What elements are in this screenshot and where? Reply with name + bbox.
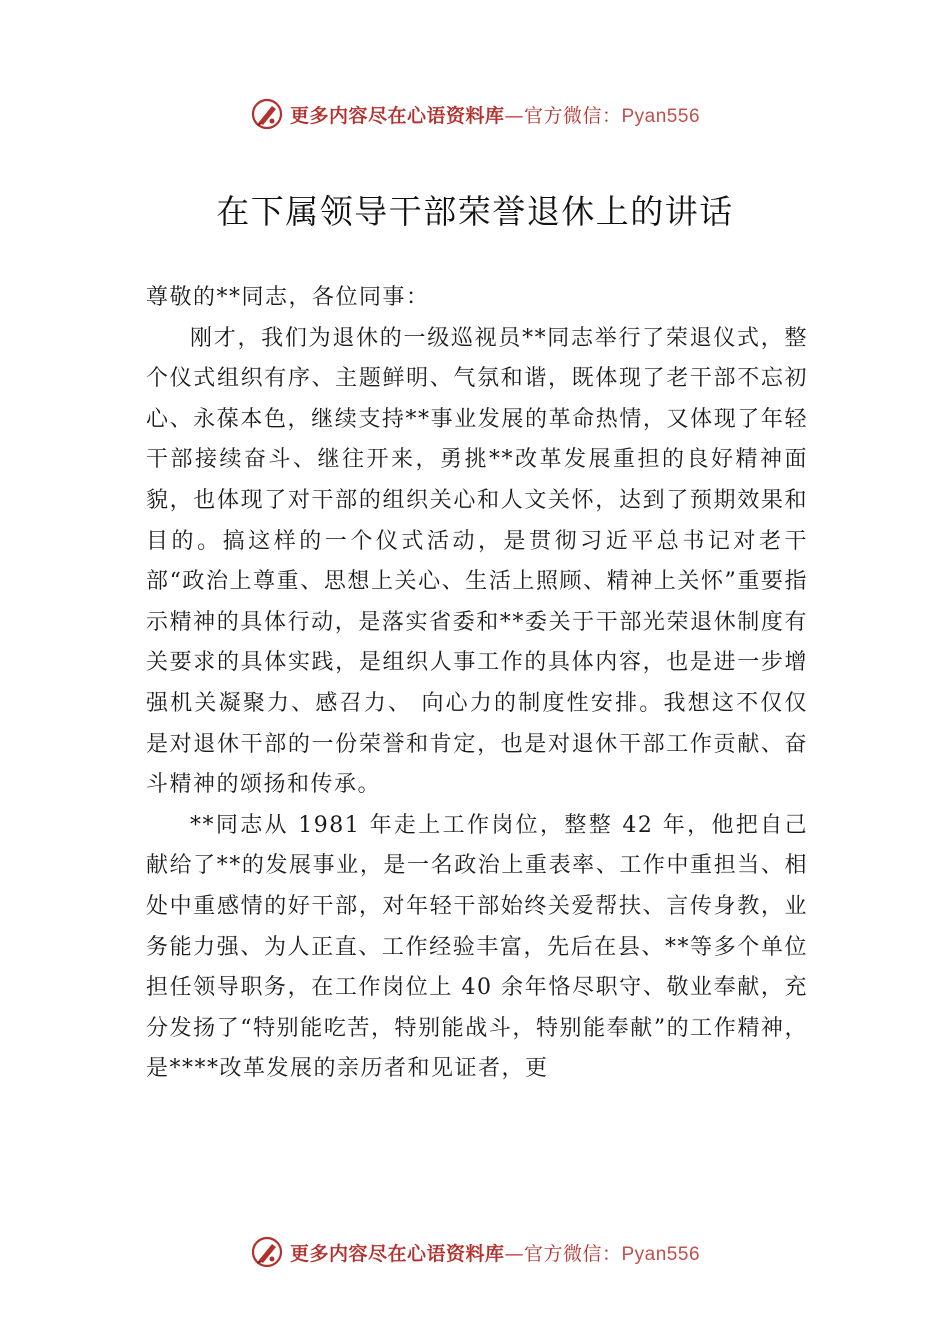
banner-label: 更多内容尽在心语资料库 bbox=[289, 104, 505, 127]
header-banner bbox=[0, 94, 950, 134]
document-body bbox=[146, 278, 808, 1090]
pen-logo-icon bbox=[250, 97, 284, 131]
footer-banner bbox=[0, 1232, 950, 1272]
banner-wechat-id: Pyan556 bbox=[621, 1243, 701, 1265]
banner-text bbox=[290, 1239, 700, 1266]
banner-wechat-id: Pyan556 bbox=[621, 105, 701, 127]
banner-wechat-label: 官方微信： bbox=[523, 104, 622, 127]
body-paragraph: **同志从 1981 年走上工作岗位，整整 42 年，他把自己献给了**的发展事业，是一名政治上重表率、工作中重担当、相处中重感情的好干部，对年轻干部始终关爱帮扶、言传身教，业务能力强、为人正直、工作经验丰富，先后在县、**等多个单位担任领导职务，在工作岗位上 40 余年恪尽职守、敬业奉献，充分发扬了“特别能吃苦，特别能战斗，特别能奉献”的工作精神，是****改革发展的亲历者和见证者，更 bbox=[146, 812, 808, 1082]
banner-separator: — bbox=[504, 1242, 524, 1265]
banner-label: 更多内容尽在心语资料库 bbox=[289, 1242, 505, 1265]
pen-logo-icon bbox=[250, 1235, 284, 1269]
salutation: 尊敬的**同志，各位同事： bbox=[146, 285, 430, 310]
banner-text bbox=[290, 101, 700, 128]
banner-separator: — bbox=[504, 104, 524, 127]
document-title: 在下属领导干部荣誉退休上的讲话 bbox=[216, 192, 734, 231]
body-paragraph: 刚才，我们为退休的一级巡视员**同志举行了荣退仪式，整个仪式组织有序、主题鲜明、气氛和谐，既体现了老干部不忘初心、永葆本色，继续支持**事业发展的革命热情，又体现了年轻干部接续奋斗、继往开来，勇挑**改革发展重担的良好精神面貌，也体现了对干部的组织关心和人文关怀，达到了预期效果和目的。搞这样的一个仪式活动，是贯彻习近平总书记对老干部“政治上尊重、思想上关心、生活上照顾、精神上关怀”重要指示精神的具体行动，是落实省委和**委关于干部光荣退休制度有关要求的具体实践，是组织人事工作的具体内容，也是进一步增强机关凝聚力、感召力、 向心力的制度性安排。我想这不仅仅是对退休干部的一份荣誉和肯定，也是对退休干部工作贡献、奋斗精神的颂扬和传承。 bbox=[146, 325, 808, 798]
banner-wechat-label: 官方微信： bbox=[523, 1242, 622, 1265]
